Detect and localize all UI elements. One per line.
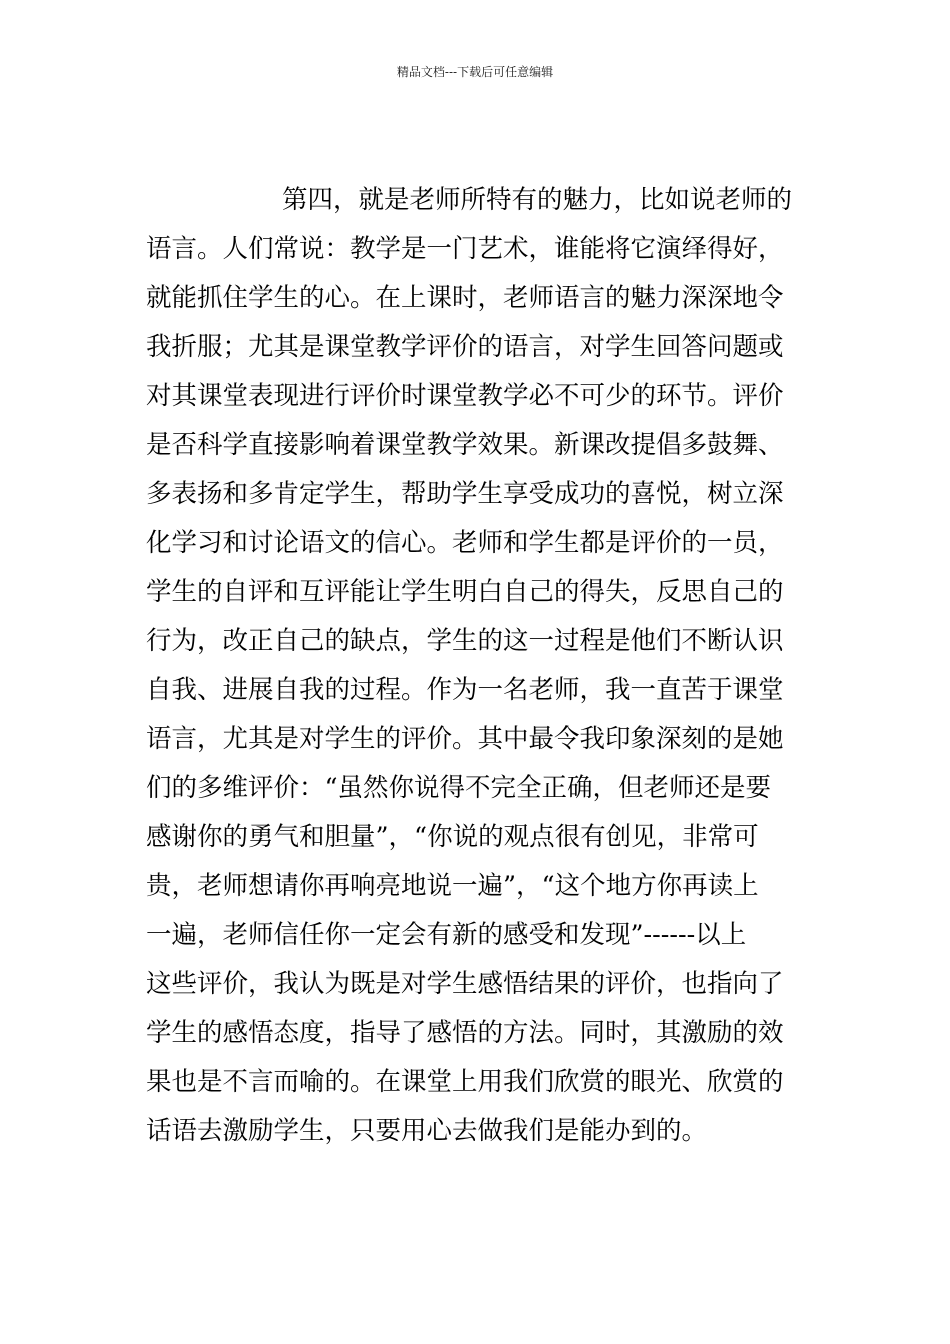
text-line: 我折服；尤其是课堂教学评价的语言，对学生回答问题或 xyxy=(146,332,784,362)
text-line: 行为，改正自己的缺点，学生的这一过程是他们不断认识 xyxy=(146,626,784,656)
text-line: 对其课堂表现进行评价时课堂教学必不可少的环节。评价 xyxy=(146,381,784,411)
text-line: 一遍，老师信任你一定会有新的感受和发现”------以上 xyxy=(146,920,747,950)
text-line: 就能抓住学生的心。在上课时，老师语言的魅力深深地令 xyxy=(146,283,784,313)
text-line: 学生的自评和互评能让学生明白自己的得失，反思自己的 xyxy=(146,577,784,607)
document-body xyxy=(146,176,812,1156)
page-header: 精品文档---下载后可任意编辑 xyxy=(396,65,554,79)
text-line: 果也是不言而喻的。在课堂上用我们欣赏的眼光、欣赏的 xyxy=(146,1067,784,1097)
text-line: 贵，老师想请你再响亮地说一遍”，“这个地方你再读上 xyxy=(146,871,759,901)
text-line: 第四，就是老师所特有的魅力，比如说老师的 xyxy=(282,185,793,215)
text-line: 感谢你的勇气和胆量”，“你说的观点很有创见，非常可 xyxy=(146,822,759,852)
text-line: 这些评价，我认为既是对学生感悟结果的评价，也指向了 xyxy=(146,969,784,999)
text-line: 话语去激励学生，只要用心去做我们是能办到的。 xyxy=(146,1116,708,1146)
text-line: 多表扬和多肯定学生，帮助学生享受成功的喜悦，树立深 xyxy=(146,479,784,509)
text-line: 语言。人们常说：教学是一门艺术，谁能将它演绎得好， xyxy=(146,234,784,264)
text-line: 自我、进展自我的过程。作为一名老师，我一直苦于课堂 xyxy=(146,675,784,705)
text-line: 语言，尤其是对学生的评价。其中最令我印象深刻的是她 xyxy=(146,724,784,754)
text-line: 是否科学直接影响着课堂教学效果。新课改提倡多鼓舞、 xyxy=(146,430,784,460)
text-line: 们的多维评价：“虽然你说得不完全正确，但老师还是要 xyxy=(146,773,772,803)
text-line: 化学习和讨论语文的信心。老师和学生都是评价的一员， xyxy=(146,528,784,558)
text-line: 学生的感悟态度，指导了感悟的方法。同时，其激励的效 xyxy=(146,1018,784,1048)
